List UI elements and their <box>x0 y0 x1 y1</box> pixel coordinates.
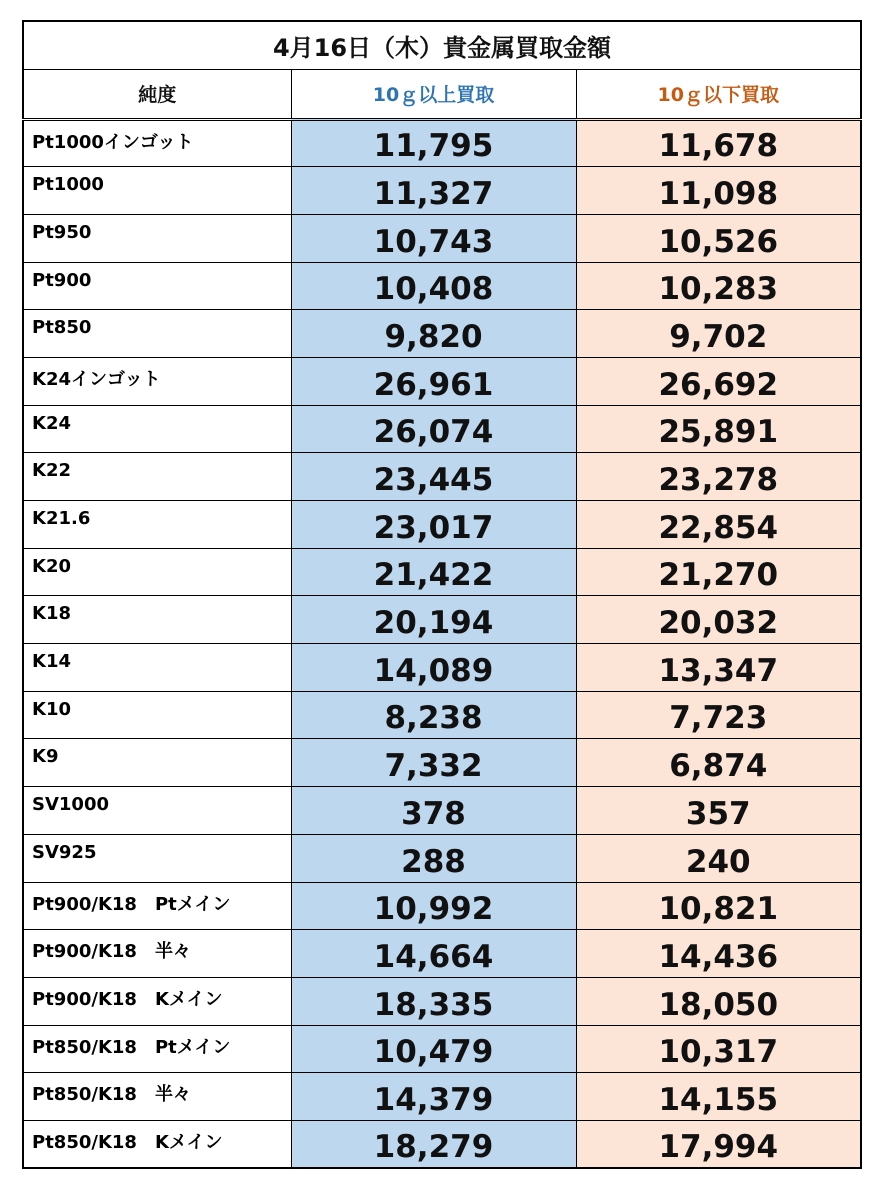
price-below-10g-cell: 10,283 <box>576 262 861 310</box>
table-row <box>23 1073 861 1121</box>
price-above-10g-cell: 14,664 <box>291 930 576 978</box>
price-above-10g-cell: 23,445 <box>291 453 576 501</box>
table-row <box>23 167 861 215</box>
table-row <box>23 119 861 167</box>
table-row <box>23 596 861 644</box>
price-above-10g-cell: 11,795 <box>291 119 576 167</box>
table-row <box>23 501 861 549</box>
price-below-10g-cell: 22,854 <box>576 501 861 549</box>
price-below-10g-cell: 17,994 <box>576 1120 861 1168</box>
price-above-10g-cell: 7,332 <box>291 739 576 787</box>
price-below-10g-cell: 240 <box>576 834 861 882</box>
table-row <box>23 691 861 739</box>
price-below-10g-cell: 11,678 <box>576 119 861 167</box>
price-below-10g-cell: 23,278 <box>576 453 861 501</box>
table-row <box>23 739 861 787</box>
price-below-10g-cell: 7,723 <box>576 691 861 739</box>
price-above-10g-cell: 14,379 <box>291 1073 576 1121</box>
price-below-10g-cell: 14,436 <box>576 930 861 978</box>
purity-cell: Pt850/K18 Kメイン <box>23 1120 291 1168</box>
header-below-10g: 10ｇ以下買取 <box>576 69 861 119</box>
table-row <box>23 214 861 262</box>
price-below-10g-cell: 10,821 <box>576 882 861 930</box>
price-above-10g-cell: 20,194 <box>291 596 576 644</box>
table-row <box>23 1120 861 1168</box>
price-above-10g-cell: 18,335 <box>291 977 576 1025</box>
purity-cell: Pt850/K18 Ptメイン <box>23 1025 291 1073</box>
page-title: 4月16日（木）貴金属買取金額 <box>23 21 861 69</box>
purity-cell: K21.6 <box>23 501 291 549</box>
price-below-10g-cell: 21,270 <box>576 548 861 596</box>
price-below-10g-cell: 10,317 <box>576 1025 861 1073</box>
price-above-10g-cell: 10,479 <box>291 1025 576 1073</box>
price-below-10g-cell: 6,874 <box>576 739 861 787</box>
header-row <box>23 69 861 119</box>
price-below-10g-cell: 9,702 <box>576 310 861 358</box>
price-below-10g-cell: 357 <box>576 787 861 835</box>
price-above-10g-cell: 10,992 <box>291 882 576 930</box>
price-above-10g-cell: 10,408 <box>291 262 576 310</box>
price-above-10g-cell: 378 <box>291 787 576 835</box>
purity-cell: Pt850 <box>23 310 291 358</box>
table-row <box>23 405 861 453</box>
purity-cell: K22 <box>23 453 291 501</box>
purity-cell: K18 <box>23 596 291 644</box>
price-above-10g-cell: 288 <box>291 834 576 882</box>
purity-cell: K24インゴット <box>23 357 291 405</box>
purity-cell: Pt950 <box>23 214 291 262</box>
table-row <box>23 1025 861 1073</box>
table-row <box>23 262 861 310</box>
purity-cell: Pt850/K18 半々 <box>23 1073 291 1121</box>
table-row <box>23 977 861 1025</box>
purity-cell: Pt1000 <box>23 167 291 215</box>
table-row <box>23 453 861 501</box>
price-above-10g-cell: 23,017 <box>291 501 576 549</box>
table-row <box>23 357 861 405</box>
purity-cell: SV925 <box>23 834 291 882</box>
purity-cell: K24 <box>23 405 291 453</box>
price-below-10g-cell: 11,098 <box>576 167 861 215</box>
title-row <box>23 21 861 69</box>
purity-cell: Pt900 <box>23 262 291 310</box>
price-above-10g-cell: 26,961 <box>291 357 576 405</box>
price-above-10g-cell: 10,743 <box>291 214 576 262</box>
purity-cell: Pt900/K18 半々 <box>23 930 291 978</box>
purity-cell: Pt900/K18 Kメイン <box>23 977 291 1025</box>
price-below-10g-cell: 14,155 <box>576 1073 861 1121</box>
purity-cell: K9 <box>23 739 291 787</box>
table-row <box>23 787 861 835</box>
price-above-10g-cell: 14,089 <box>291 644 576 692</box>
table-row <box>23 834 861 882</box>
price-below-10g-cell: 25,891 <box>576 405 861 453</box>
price-above-10g-cell: 8,238 <box>291 691 576 739</box>
purity-cell: SV1000 <box>23 787 291 835</box>
purity-cell: K20 <box>23 548 291 596</box>
table-row <box>23 644 861 692</box>
table-row <box>23 548 861 596</box>
table-row <box>23 310 861 358</box>
price-above-10g-cell: 21,422 <box>291 548 576 596</box>
price-above-10g-cell: 11,327 <box>291 167 576 215</box>
purity-cell: K10 <box>23 691 291 739</box>
header-above-10g: 10ｇ以上買取 <box>291 69 576 119</box>
table-row <box>23 882 861 930</box>
price-below-10g-cell: 13,347 <box>576 644 861 692</box>
purity-cell: K14 <box>23 644 291 692</box>
header-purity: 純度 <box>23 69 291 119</box>
table-row <box>23 930 861 978</box>
price-below-10g-cell: 18,050 <box>576 977 861 1025</box>
price-below-10g-cell: 20,032 <box>576 596 861 644</box>
purity-cell: Pt1000インゴット <box>23 119 291 167</box>
price-above-10g-cell: 18,279 <box>291 1120 576 1168</box>
price-above-10g-cell: 26,074 <box>291 405 576 453</box>
price-above-10g-cell: 9,820 <box>291 310 576 358</box>
price-below-10g-cell: 26,692 <box>576 357 861 405</box>
price-below-10g-cell: 10,526 <box>576 214 861 262</box>
price-table <box>22 20 862 1169</box>
purity-cell: Pt900/K18 Ptメイン <box>23 882 291 930</box>
